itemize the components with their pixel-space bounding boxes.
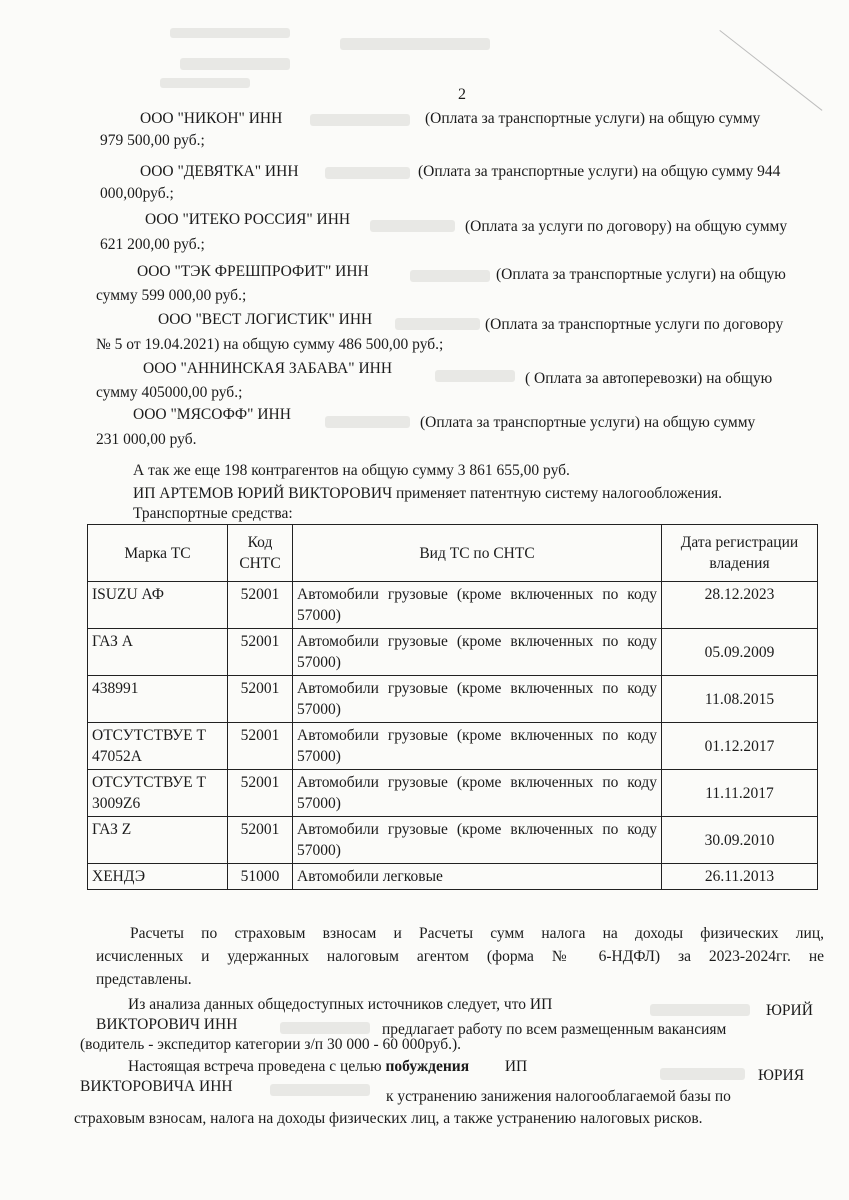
table-header-row — [88, 525, 818, 582]
paragraph-analysis-line3: (водитель - экспедитор категории з/п 30 000 - 60 000руб.). — [80, 1036, 462, 1053]
contractor-line-left: ООО "АННИНСКАЯ ЗАБАВА" ИНН — [143, 360, 393, 377]
header-brand: Марка ТС — [88, 525, 228, 582]
table-row — [88, 676, 818, 723]
contractor-line-continued: 621 200,00 руб.; — [100, 236, 205, 253]
table-row — [88, 629, 818, 676]
vehicle-kind: Автомобили грузовые (кроме включенных по коду 57000) — [293, 723, 662, 770]
paragraph-meeting-line2a: ВИКТОРОВИЧА ИНН — [80, 1078, 233, 1095]
table-row — [88, 770, 818, 817]
contractor-line-right: (Оплата за услуги по договору) на общую сумму — [465, 218, 788, 235]
paragraph-analysis-line2a: ВИКТОРОВИЧ ИНН — [96, 1016, 238, 1033]
vehicle-code: 52001 — [228, 676, 293, 723]
paragraph-reports — [96, 925, 824, 943]
vehicle-kind: Автомобили грузовые (кроме включенных по коду 57000) — [293, 817, 662, 864]
paragraph-meeting-line3: страховым взносам, налога на доходы физических лиц, а также устранению налоговых рисков. — [74, 1110, 703, 1127]
contractor-line-right: ( Оплата за автоперевозки) на общую — [525, 370, 773, 387]
vehicle-kind: Автомобили легковые — [293, 864, 662, 890]
paragraph-analysis-line2b: предлагает работу по всем размещенным вакансиям — [382, 1021, 727, 1038]
table-row — [88, 723, 818, 770]
contractor-line-right: (Оплата за транспортные услуги) на общую сумму — [420, 414, 756, 431]
vehicle-brand: ОТСУТСТВУЕ Т 47052А — [88, 723, 228, 770]
vehicle-code: 52001 — [228, 817, 293, 864]
redacted-inn — [410, 270, 490, 282]
contractor-line-left: ООО "НИКОН" ИНН — [140, 110, 283, 127]
contractor-line-left: ООО "ИТЕКО РОССИЯ" ИНН — [145, 211, 351, 228]
paragraph-text: ИП — [504, 1058, 528, 1075]
paragraph-reports-line2: исчисленных и удержанных налоговым агентом (форма № 6-НДФЛ) за 2023-2024гг. не — [96, 948, 824, 965]
emphasis-text: побуждения — [385, 1058, 470, 1075]
header-date: Дата регистрации владения — [662, 525, 818, 582]
vehicle-brand: ГАЗ А — [88, 629, 228, 676]
redacted-inn — [310, 114, 410, 126]
vehicle-brand: 438991 — [88, 676, 228, 723]
vehicle-code: 51000 — [228, 864, 293, 890]
vehicle-date: 11.11.2017 — [662, 770, 818, 817]
contractor-line-right: (Оплата за транспортные услуги) на общую сумму 944 — [418, 163, 781, 180]
redaction-smudge — [160, 78, 250, 88]
redacted-inn — [395, 318, 480, 330]
other-contractors-summary: А так же еще 198 контрагентов на общую сумму 3 861 655,00 руб. — [133, 462, 570, 479]
redaction-smudge — [180, 58, 290, 70]
vehicles-table — [87, 524, 818, 890]
vehicle-date: 11.08.2015 — [662, 676, 818, 723]
paragraph-reports-line3: представлены. — [96, 971, 192, 988]
vehicle-code: 52001 — [228, 582, 293, 629]
vehicle-brand: ISUZU АФ — [88, 582, 228, 629]
scan-fold-line — [719, 30, 822, 111]
paragraph-meeting-line1a — [128, 1058, 527, 1076]
paragraph-meeting-line1c: ЮРИЯ — [758, 1067, 805, 1084]
contractor-line-left: ООО "ВЕСТ ЛОГИСТИК" ИНН — [158, 311, 373, 328]
header-code: Код СНТС — [228, 525, 293, 582]
contractor-line-continued: 979 500,00 руб.; — [100, 132, 205, 149]
paragraph-line: Расчеты по страховым взносам и Расчеты сумм налога на доходы физических лиц, — [130, 925, 824, 942]
vehicle-code: 52001 — [228, 770, 293, 817]
table-row — [88, 582, 818, 629]
redacted-inn — [325, 416, 410, 428]
vehicle-code: 52001 — [228, 629, 293, 676]
vehicle-kind: Автомобили грузовые (кроме включенных по коду 57000) — [293, 770, 662, 817]
redaction-smudge — [170, 28, 290, 38]
paragraph-text: Настоящая встреча проведена с целью — [128, 1058, 382, 1075]
contractor-line-continued: № 5 от 19.04.2021) на общую сумму 486 500,00 руб.; — [96, 336, 444, 353]
vehicle-kind: Автомобили грузовые (кроме включенных по коду 57000) — [293, 582, 662, 629]
vehicle-brand: ХЕНДЭ — [88, 864, 228, 890]
table-row — [88, 864, 818, 890]
vehicle-brand: ОТСУТСТВУЕ Т 3009Z6 — [88, 770, 228, 817]
contractor-line-left: ООО "ТЭК ФРЕШПРОФИТ" ИНН — [137, 263, 369, 280]
contractor-line-right: (Оплата за транспортные услуги по договору — [485, 316, 784, 333]
vehicle-date: 05.09.2009 — [662, 629, 818, 676]
contractor-line-continued: сумму 405000,00 руб.; — [96, 384, 243, 401]
contractor-line-right: (Оплата за транспортные услуги) на общую сумму — [425, 110, 761, 127]
vehicle-code: 52001 — [228, 723, 293, 770]
vehicle-brand: ГАЗ Z — [88, 817, 228, 864]
redacted-name — [650, 1004, 750, 1016]
redacted-inn — [325, 167, 410, 179]
tax-system-statement: ИП АРТЕМОВ ЮРИЙ ВИКТОРОВИЧ применяет патентную систему налогообложения. — [133, 485, 722, 502]
vehicle-date: 30.09.2010 — [662, 817, 818, 864]
contractor-line-continued: сумму 599 000,00 руб.; — [96, 287, 247, 304]
page-number: 2 — [458, 86, 466, 103]
vehicle-date: 28.12.2023 — [662, 582, 818, 629]
contractor-line-left: ООО "МЯСОФФ" ИНН — [133, 406, 291, 423]
paragraph-meeting-line2b: к устранению занижения налогооблагаемой базы по — [386, 1088, 731, 1105]
vehicle-kind: Автомобили грузовые (кроме включенных по коду 57000) — [293, 676, 662, 723]
contractor-line-right: (Оплата за транспортные услуги) на общую — [496, 266, 786, 283]
contractor-line-continued: 000,00руб.; — [100, 185, 174, 202]
contractor-line-continued: 231 000,00 руб. — [96, 431, 197, 448]
table-row — [88, 817, 818, 864]
redacted-inn — [370, 220, 455, 232]
redacted-inn — [270, 1084, 370, 1096]
contractor-line-left: ООО "ДЕВЯТКА" ИНН — [140, 163, 299, 180]
vehicle-date: 01.12.2017 — [662, 723, 818, 770]
redacted-name — [660, 1068, 745, 1080]
header-kind: Вид ТС по СНТС — [293, 525, 662, 582]
vehicle-date: 26.11.2013 — [662, 864, 818, 890]
paragraph-analysis-line1a: Из анализа данных общедоступных источников следует, что ИП — [128, 996, 553, 1013]
redacted-inn — [280, 1022, 370, 1034]
vehicles-caption: Транспортные средства: — [133, 505, 293, 522]
vehicle-kind: Автомобили грузовые (кроме включенных по коду 57000) — [293, 629, 662, 676]
redacted-inn — [435, 370, 515, 382]
paragraph-analysis-line1b: ЮРИЙ — [766, 1002, 813, 1019]
redaction-smudge — [340, 38, 490, 50]
